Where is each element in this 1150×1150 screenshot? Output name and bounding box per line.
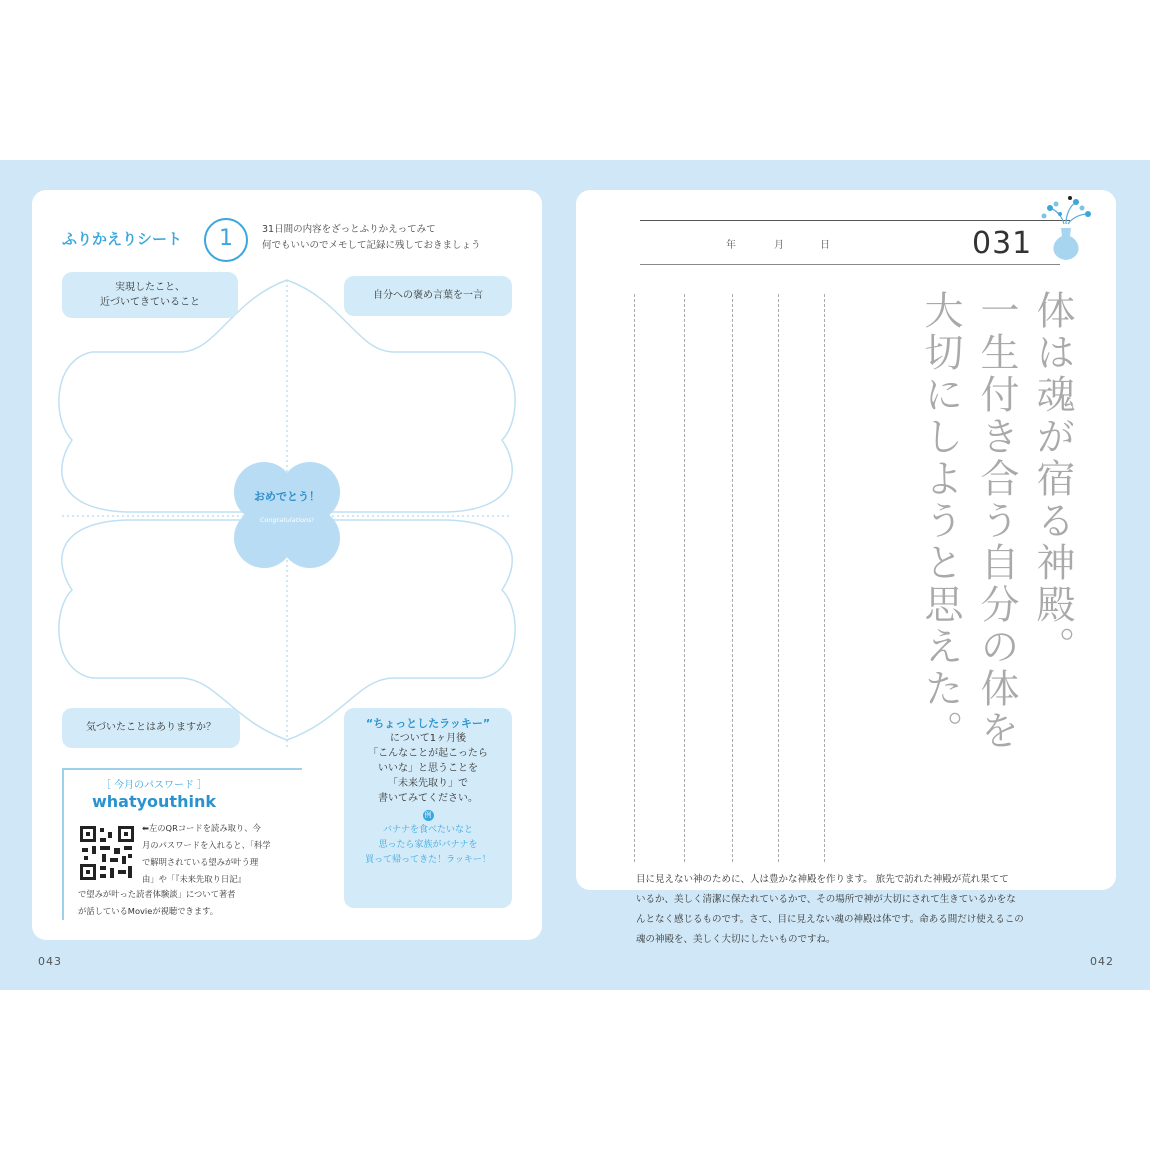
qr-code[interactable] (78, 824, 136, 882)
writing-line[interactable] (634, 294, 635, 862)
center-clover-shape (224, 452, 350, 578)
caption-text: 目に見えない神のために、人は豊かな神殿を作ります。 旅先で訪れた神殿が荒れ果てて いるか、美しく清潔に保たれているかで、その場所で神が大切にされて生きているかをな んとなく感じるものです。さて、目に見えない魂の神殿は体です。命ある間だけ使えるこの 魂の神殿を、美しく大切にしたいものですね。 (636, 874, 1024, 945)
password-box (62, 768, 302, 920)
writing-line[interactable] (824, 294, 825, 862)
phrase-line-3: 大切にしようと思えた。 (918, 290, 963, 752)
example-badge: 例 (424, 811, 432, 819)
header-rule-bottom (640, 264, 1060, 265)
vase-icon (1036, 194, 1096, 264)
phrase-line-1: 体は魂が宿る神殿。 (1030, 290, 1075, 668)
prompt-top-left: 実現したこと、 近づいてきていること (62, 272, 238, 318)
prompt-bottom-left: 気づいたことはありますか？ (62, 708, 240, 748)
lucky-title: “ちょっとしたラッキー” (365, 717, 491, 730)
phrase-line-2: 一生付き合う自分の体を (974, 290, 1019, 752)
password-note: ⬅左のQRコードを読み取り、今 月のパスワードを入れると、「科学 で解明されている望みが叶う理 由」や「『未来先取り日記』 (142, 823, 271, 884)
left-page (32, 190, 542, 940)
date-year-label: 年 (726, 240, 736, 251)
date-month-label: 月 (774, 240, 784, 251)
sheet-title: ふりかえりシート (62, 230, 183, 248)
page-number-right: 042 (1090, 955, 1114, 968)
writing-line[interactable] (684, 294, 685, 862)
writing-line[interactable] (732, 294, 733, 862)
password-label: ［ 今月のパスワード ］ (100, 780, 208, 791)
congrats-text: おめでとう！ (254, 490, 320, 503)
sheet-number: 1 (204, 218, 248, 262)
header-rule-top (640, 220, 1070, 221)
date-day-label: 日 (820, 240, 830, 251)
password-value: whatyouthink (92, 792, 216, 811)
book-spread (0, 160, 1150, 990)
right-page (576, 190, 1116, 890)
prompt-top-right: 自分への褒め言葉を一言 (344, 276, 512, 316)
password-note-bottom: で望みが叶った読者体験談」について著者 が話しているMovieが視聴できます。 (78, 889, 236, 916)
entry-number: 031 (972, 226, 1033, 261)
page-number-left: 043 (38, 955, 62, 968)
prompt-bottom-right: “ちょっとしたラッキー” について1ヶ月後 「こんなことが起こったら いいな」と思うことを 「未来先取り」で 書いてみてください。 例 バナナを食べたいなと 思ったら家族がバナナを 買って帰ってきた！ラッキー！ (344, 708, 512, 908)
intro-text: 31日間の内容をざっとふりかえってみて 何でもいいのでメモして記録に残しておきましょう (262, 224, 481, 251)
congrats-text-en: Congratulations! (259, 516, 315, 524)
writing-line[interactable] (778, 294, 779, 862)
